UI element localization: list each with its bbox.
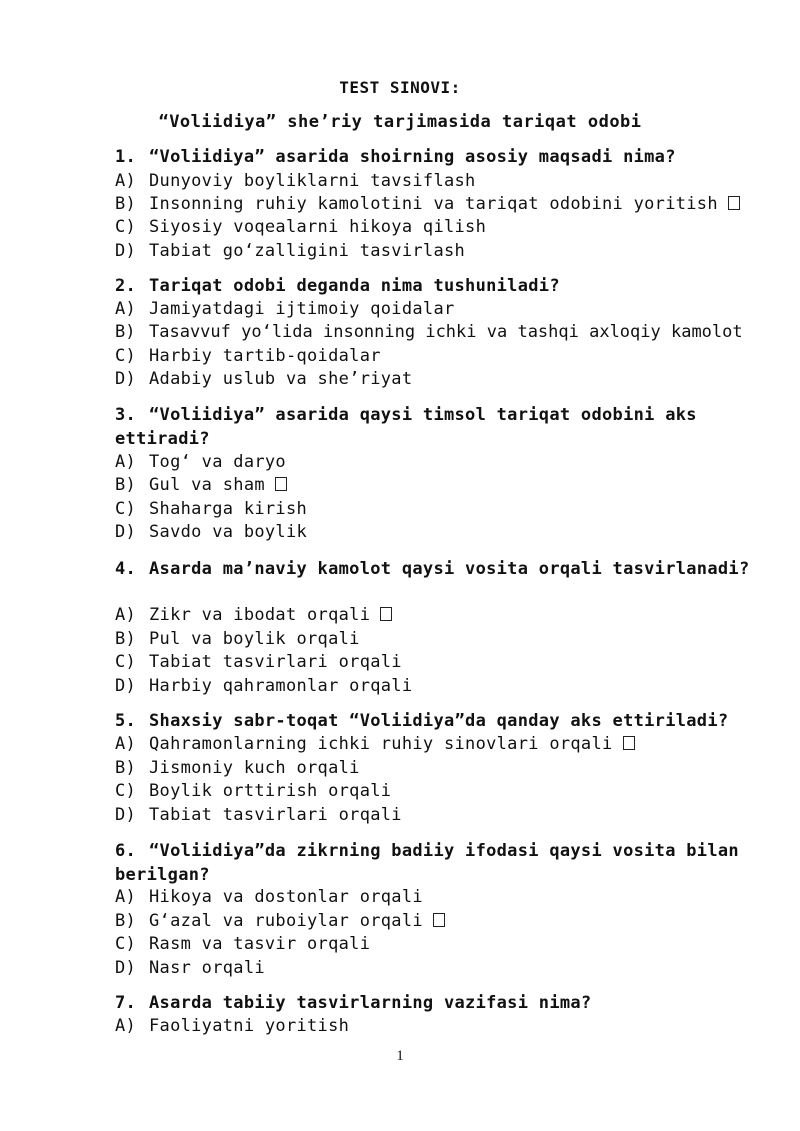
option-text: Rasm va tasvir orqali xyxy=(149,934,371,954)
option-letter: B) xyxy=(115,629,137,649)
option-letter: C) xyxy=(115,652,137,672)
option-2c[interactable] xyxy=(115,345,800,368)
question-number: 2. xyxy=(115,276,137,296)
question-text: Asarda tabiiy tasvirlarning vazifasi nima? xyxy=(149,993,592,1013)
question-text: “Voliidiya” asarida shoirning asosiy maqsadi nima? xyxy=(149,147,676,167)
option-text: Tasavvuf yo‘lida insonning ichki va tashqi axloqiy kamolot xyxy=(149,322,743,342)
question-6 xyxy=(115,839,795,887)
option-letter: C) xyxy=(115,217,137,237)
option-letter: C) xyxy=(115,346,137,366)
option-letter: D) xyxy=(115,522,137,542)
option-text: Pul va boylik orqali xyxy=(149,629,360,649)
option-text: Jismoniy kuch orqali xyxy=(149,758,360,778)
question-2 xyxy=(115,274,795,298)
question-number: 7. xyxy=(115,993,137,1013)
option-letter: B) xyxy=(115,911,137,931)
option-letter: A) xyxy=(115,1016,137,1036)
option-text: Gul va sham xyxy=(149,475,265,495)
option-letter: A) xyxy=(115,452,137,472)
question-number: 3. xyxy=(115,405,137,425)
option-letter: A) xyxy=(115,887,137,907)
option-text: G‘azal va ruboiylar orqali xyxy=(149,911,423,931)
option-3c[interactable] xyxy=(115,498,800,521)
option-text: Harbiy qahramonlar orqali xyxy=(149,676,413,696)
option-5b[interactable] xyxy=(115,757,800,780)
option-letter: A) xyxy=(115,605,137,625)
page-number: 1 xyxy=(396,1048,404,1064)
option-4d[interactable] xyxy=(115,675,800,698)
option-2a[interactable] xyxy=(115,298,800,321)
option-letter: A) xyxy=(115,299,137,319)
option-letter: D) xyxy=(115,958,137,978)
option-text: Shaharga kirish xyxy=(149,499,308,519)
page-title: TEST SINOVI: xyxy=(339,78,461,97)
option-letter: C) xyxy=(115,934,137,954)
question-number: 1. xyxy=(115,147,137,167)
option-letter: B) xyxy=(115,758,137,778)
question-number: 6. xyxy=(115,841,137,861)
option-letter: D) xyxy=(115,805,137,825)
option-text: Harbiy tartib-qoidalar xyxy=(149,346,381,366)
question-number: 4. xyxy=(115,559,137,579)
option-3a[interactable] xyxy=(115,451,800,474)
question-text: Tariqat odobi deganda nima tushuniladi? xyxy=(149,276,560,296)
page-subtitle: “Voliidiya” she’riy tarjimasida tariqat odobi xyxy=(158,112,642,132)
option-6d[interactable] xyxy=(115,957,800,980)
question-text: Asarda ma’naviy kamolot qaysi vosita orqali tasvirlanadi? xyxy=(149,559,750,579)
option-letter: D) xyxy=(115,241,137,261)
option-text: Tabiat go‘zalligini tasvirlash xyxy=(149,241,466,261)
option-text: Nasr orqali xyxy=(149,958,265,978)
option-text: Tabiat tasvirlari orqali xyxy=(149,805,402,825)
option-text: Tog‘ va daryo xyxy=(149,452,286,472)
option-6c[interactable] xyxy=(115,933,800,956)
option-letter: C) xyxy=(115,499,137,519)
option-text: Zikr va ibodat orqali xyxy=(149,605,371,625)
question-text: “Voliidiya” asarida qaysi timsol tariqat odobini aks ettiradi? xyxy=(115,405,697,449)
option-5a[interactable] xyxy=(115,733,800,756)
option-letter: A) xyxy=(115,171,137,191)
option-text: Siyosiy voqealarni hikoya qilish xyxy=(149,217,487,237)
question-number: 5. xyxy=(115,711,137,731)
option-4b[interactable] xyxy=(115,628,800,651)
option-6a[interactable] xyxy=(115,886,800,909)
option-7a[interactable] xyxy=(115,1015,800,1038)
option-letter: B) xyxy=(115,322,136,342)
answer-mark-icon xyxy=(728,196,740,210)
question-text: “Voliidiya”da zikrning badiiy ifodasi qaysi vosita bilan berilgan? xyxy=(115,841,739,885)
option-letter: D) xyxy=(115,676,137,696)
option-1c[interactable] xyxy=(115,216,800,239)
question-4 xyxy=(115,557,795,581)
option-1b[interactable] xyxy=(115,193,800,216)
option-3d[interactable] xyxy=(115,521,800,544)
question-7 xyxy=(115,991,795,1015)
question-3 xyxy=(115,403,795,451)
option-text: Hikoya va dostonlar orqali xyxy=(149,887,423,907)
option-2b[interactable] xyxy=(115,321,800,344)
option-5d[interactable] xyxy=(115,804,800,827)
option-5c[interactable] xyxy=(115,780,800,803)
option-1a[interactable] xyxy=(115,170,800,193)
option-1d[interactable] xyxy=(115,240,800,263)
option-text: Adabiy uslub va she’riyat xyxy=(149,369,413,389)
option-letter: B) xyxy=(115,194,137,214)
option-text: Jamiyatdagi ijtimoiy qoidalar xyxy=(149,299,455,319)
option-letter: C) xyxy=(115,781,137,801)
option-2d[interactable] xyxy=(115,368,800,391)
option-letter: D) xyxy=(115,369,137,389)
option-text: Tabiat tasvirlari orqali xyxy=(149,652,402,672)
option-text: Savdo va boylik xyxy=(149,522,308,542)
option-3b[interactable] xyxy=(115,474,800,497)
option-6b[interactable] xyxy=(115,910,800,933)
option-4a[interactable] xyxy=(115,604,800,627)
question-text: Shaxsiy sabr-toqat “Voliidiya”da qanday aks ettiriladi? xyxy=(149,711,729,731)
option-text: Qahramonlarning ichki ruhiy sinovlari orqali xyxy=(149,734,613,754)
option-text: Boylik orttirish orqali xyxy=(149,781,392,801)
answer-mark-icon xyxy=(623,736,635,750)
option-letter: A) xyxy=(115,734,137,754)
option-4c[interactable] xyxy=(115,651,800,674)
question-1 xyxy=(115,145,795,169)
answer-mark-icon xyxy=(275,477,287,491)
option-text: Dunyoviy boyliklarni tavsiflash xyxy=(149,171,476,191)
option-text: Insonning ruhiy kamolotini va tariqat odobini yoritish xyxy=(149,194,718,214)
answer-mark-icon xyxy=(433,913,445,927)
option-letter: B) xyxy=(115,475,137,495)
answer-mark-icon xyxy=(380,607,392,621)
question-5 xyxy=(115,709,795,733)
option-text: Faoliyatni yoritish xyxy=(149,1016,350,1036)
